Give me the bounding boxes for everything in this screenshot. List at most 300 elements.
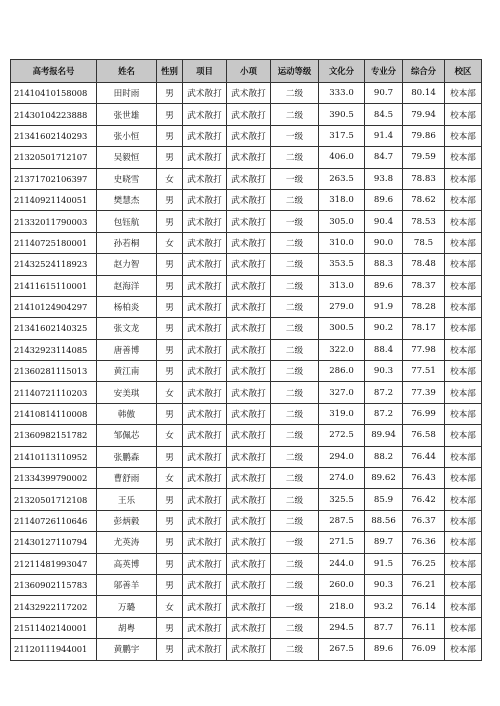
cell-sub-event: 武术散打: [227, 83, 271, 104]
col-header-event: 项目: [183, 60, 227, 83]
cell-campus: 校本部: [445, 553, 482, 574]
cell-campus: 校本部: [445, 83, 482, 104]
cell-exam-id: 21140721110203: [11, 382, 97, 403]
cell-campus: 校本部: [445, 617, 482, 638]
cell-campus: 校本部: [445, 382, 482, 403]
cell-sub-event: 武术散打: [227, 339, 271, 360]
cell-sub-event: 武术散打: [227, 168, 271, 189]
cell-total-score: 78.17: [403, 318, 445, 339]
cell-total-score: 76.36: [403, 532, 445, 553]
cell-campus: 校本部: [445, 339, 482, 360]
cell-total-score: 76.42: [403, 489, 445, 510]
cell-sub-event: 武术散打: [227, 254, 271, 275]
col-header-gender: 性别: [157, 60, 183, 83]
cell-athlete-level: 二级: [271, 382, 319, 403]
cell-name: 曹舒雨: [97, 468, 157, 489]
cell-name: 唐善博: [97, 339, 157, 360]
cell-campus: 校本部: [445, 125, 482, 146]
cell-culture-score: 333.0: [319, 83, 365, 104]
cell-sub-event: 武术散打: [227, 296, 271, 317]
cell-major-score: 85.9: [365, 489, 403, 510]
table-row: [11, 361, 482, 382]
cell-exam-id: 21410410158008: [11, 83, 97, 104]
cell-athlete-level: 二级: [271, 639, 319, 660]
cell-sub-event: 武术散打: [227, 468, 271, 489]
cell-name: 黄鹏宇: [97, 639, 157, 660]
cell-sub-event: 武术散打: [227, 275, 271, 296]
cell-sub-event: 武术散打: [227, 318, 271, 339]
cell-athlete-level: 二级: [271, 83, 319, 104]
cell-name: 张文龙: [97, 318, 157, 339]
cell-sub-event: 武术散打: [227, 639, 271, 660]
cell-name: 张小恒: [97, 125, 157, 146]
cell-gender: 男: [157, 403, 183, 424]
cell-campus: 校本部: [445, 532, 482, 553]
cell-campus: 校本部: [445, 510, 482, 531]
cell-exam-id: 21371702106397: [11, 168, 97, 189]
table-row: [11, 574, 482, 595]
cell-major-score: 87.2: [365, 403, 403, 424]
cell-campus: 校本部: [445, 189, 482, 210]
col-header-athlete-level: 运动等级: [271, 60, 319, 83]
cell-event: 武术散打: [183, 617, 227, 638]
cell-total-score: 78.5: [403, 232, 445, 253]
table-row: [11, 232, 482, 253]
cell-major-score: 89.7: [365, 532, 403, 553]
cell-name: 尤英涛: [97, 532, 157, 553]
cell-exam-id: 21410124904297: [11, 296, 97, 317]
cell-campus: 校本部: [445, 254, 482, 275]
cell-total-score: 79.94: [403, 104, 445, 125]
cell-athlete-level: 二级: [271, 147, 319, 168]
cell-exam-id: 21120111944001: [11, 639, 97, 660]
cell-event: 武术散打: [183, 189, 227, 210]
cell-sub-event: 武术散打: [227, 382, 271, 403]
cell-culture-score: 260.0: [319, 574, 365, 595]
cell-athlete-level: 二级: [271, 403, 319, 424]
cell-campus: 校本部: [445, 596, 482, 617]
cell-gender: 女: [157, 468, 183, 489]
cell-campus: 校本部: [445, 425, 482, 446]
table-row: [11, 318, 482, 339]
cell-campus: 校本部: [445, 639, 482, 660]
col-header-culture-score: 文化分: [319, 60, 365, 83]
cell-total-score: 78.28: [403, 296, 445, 317]
cell-gender: 女: [157, 168, 183, 189]
cell-event: 武术散打: [183, 254, 227, 275]
cell-major-score: 90.7: [365, 83, 403, 104]
cell-total-score: 77.98: [403, 339, 445, 360]
cell-total-score: 76.43: [403, 468, 445, 489]
cell-event: 武术散打: [183, 639, 227, 660]
cell-campus: 校本部: [445, 104, 482, 125]
cell-sub-event: 武术散打: [227, 553, 271, 574]
cell-campus: 校本部: [445, 574, 482, 595]
cell-major-score: 91.5: [365, 553, 403, 574]
cell-athlete-level: 二级: [271, 574, 319, 595]
cell-event: 武术散打: [183, 125, 227, 146]
cell-culture-score: 406.0: [319, 147, 365, 168]
cell-name: 张世雄: [97, 104, 157, 125]
cell-athlete-level: 二级: [271, 361, 319, 382]
table-row: [11, 339, 482, 360]
cell-exam-id: 21332011790003: [11, 211, 97, 232]
cell-name: 史晓雪: [97, 168, 157, 189]
cell-athlete-level: 二级: [271, 446, 319, 467]
cell-gender: 男: [157, 532, 183, 553]
cell-total-score: 78.53: [403, 211, 445, 232]
cell-name: 樊慧杰: [97, 189, 157, 210]
cell-total-score: 79.59: [403, 147, 445, 168]
cell-event: 武术散打: [183, 168, 227, 189]
cell-athlete-level: 一级: [271, 125, 319, 146]
cell-culture-score: 325.5: [319, 489, 365, 510]
cell-exam-id: 21140725180001: [11, 232, 97, 253]
cell-campus: 校本部: [445, 147, 482, 168]
cell-exam-id: 21410814110008: [11, 403, 97, 424]
table-row: [11, 125, 482, 146]
cell-event: 武术散打: [183, 104, 227, 125]
admission-score-table: [10, 59, 482, 661]
table-header-row: [11, 60, 482, 83]
cell-exam-id: 21432922117202: [11, 596, 97, 617]
cell-major-score: 90.0: [365, 232, 403, 253]
cell-total-score: 76.21: [403, 574, 445, 595]
cell-gender: 男: [157, 211, 183, 232]
table-row: [11, 104, 482, 125]
cell-exam-id: 21320501712108: [11, 489, 97, 510]
cell-sub-event: 武术散打: [227, 596, 271, 617]
cell-exam-id: 21360902115783: [11, 574, 97, 595]
cell-gender: 男: [157, 510, 183, 531]
cell-name: 吴毅恒: [97, 147, 157, 168]
cell-culture-score: 353.5: [319, 254, 365, 275]
cell-sub-event: 武术散打: [227, 489, 271, 510]
cell-name: 彭炳毅: [97, 510, 157, 531]
col-header-total-score: 综合分: [403, 60, 445, 83]
cell-major-score: 89.62: [365, 468, 403, 489]
cell-culture-score: 322.0: [319, 339, 365, 360]
cell-event: 武术散打: [183, 361, 227, 382]
cell-sub-event: 武术散打: [227, 532, 271, 553]
cell-gender: 男: [157, 339, 183, 360]
cell-total-score: 79.86: [403, 125, 445, 146]
cell-campus: 校本部: [445, 211, 482, 232]
table-row: [11, 617, 482, 638]
cell-gender: 男: [157, 296, 183, 317]
cell-total-score: 76.99: [403, 403, 445, 424]
cell-exam-id: 21432524118923: [11, 254, 97, 275]
cell-major-score: 90.3: [365, 574, 403, 595]
cell-name: 邬善羊: [97, 574, 157, 595]
cell-campus: 校本部: [445, 296, 482, 317]
cell-event: 武术散打: [183, 574, 227, 595]
cell-culture-score: 327.0: [319, 382, 365, 403]
cell-exam-id: 21341602140293: [11, 125, 97, 146]
cell-campus: 校本部: [445, 318, 482, 339]
cell-athlete-level: 一级: [271, 596, 319, 617]
cell-major-score: 84.7: [365, 147, 403, 168]
cell-major-score: 89.6: [365, 189, 403, 210]
cell-campus: 校本部: [445, 361, 482, 382]
cell-major-score: 89.6: [365, 275, 403, 296]
cell-event: 武术散打: [183, 532, 227, 553]
table-row: [11, 403, 482, 424]
table-row: [11, 468, 482, 489]
cell-gender: 男: [157, 446, 183, 467]
cell-culture-score: 300.5: [319, 318, 365, 339]
cell-gender: 男: [157, 553, 183, 574]
cell-sub-event: 武术散打: [227, 232, 271, 253]
cell-culture-score: 294.0: [319, 446, 365, 467]
cell-culture-score: 313.0: [319, 275, 365, 296]
cell-athlete-level: 二级: [271, 275, 319, 296]
col-header-sub-event: 小项: [227, 60, 271, 83]
cell-campus: 校本部: [445, 275, 482, 296]
cell-athlete-level: 二级: [271, 232, 319, 253]
cell-major-score: 84.5: [365, 104, 403, 125]
cell-event: 武术散打: [183, 446, 227, 467]
cell-event: 武术散打: [183, 83, 227, 104]
cell-campus: 校本部: [445, 403, 482, 424]
cell-major-score: 91.4: [365, 125, 403, 146]
cell-name: 胡粤: [97, 617, 157, 638]
cell-sub-event: 武术散打: [227, 125, 271, 146]
cell-name: 包钰航: [97, 211, 157, 232]
cell-total-score: 77.39: [403, 382, 445, 403]
cell-major-score: 88.56: [365, 510, 403, 531]
cell-event: 武术散打: [183, 403, 227, 424]
cell-name: 赵力智: [97, 254, 157, 275]
cell-event: 武术散打: [183, 339, 227, 360]
cell-gender: 男: [157, 104, 183, 125]
cell-name: 韩傲: [97, 403, 157, 424]
cell-major-score: 89.94: [365, 425, 403, 446]
cell-event: 武术散打: [183, 275, 227, 296]
cell-exam-id: 21511402140001: [11, 617, 97, 638]
cell-total-score: 76.25: [403, 553, 445, 574]
cell-gender: 男: [157, 361, 183, 382]
cell-sub-event: 武术散打: [227, 510, 271, 531]
cell-gender: 男: [157, 275, 183, 296]
cell-gender: 男: [157, 254, 183, 275]
cell-athlete-level: 二级: [271, 104, 319, 125]
table-row: [11, 189, 482, 210]
cell-gender: 男: [157, 318, 183, 339]
cell-culture-score: 271.5: [319, 532, 365, 553]
cell-gender: 女: [157, 232, 183, 253]
cell-name: 孙若桐: [97, 232, 157, 253]
cell-major-score: 90.2: [365, 318, 403, 339]
cell-athlete-level: 二级: [271, 318, 319, 339]
table-row: [11, 639, 482, 660]
table-body: [11, 83, 482, 661]
col-header-major-score: 专业分: [365, 60, 403, 83]
cell-event: 武术散打: [183, 211, 227, 232]
table-row: [11, 168, 482, 189]
cell-culture-score: 274.0: [319, 468, 365, 489]
cell-culture-score: 287.5: [319, 510, 365, 531]
cell-exam-id: 21341602140325: [11, 318, 97, 339]
cell-major-score: 89.6: [365, 639, 403, 660]
cell-culture-score: 319.0: [319, 403, 365, 424]
cell-event: 武术散打: [183, 510, 227, 531]
table-row: [11, 425, 482, 446]
cell-culture-score: 263.5: [319, 168, 365, 189]
cell-gender: 男: [157, 189, 183, 210]
cell-culture-score: 310.0: [319, 232, 365, 253]
cell-culture-score: 318.0: [319, 189, 365, 210]
cell-culture-score: 390.5: [319, 104, 365, 125]
cell-gender: 男: [157, 617, 183, 638]
cell-culture-score: 218.0: [319, 596, 365, 617]
table-row: [11, 275, 482, 296]
col-header-campus: 校区: [445, 60, 482, 83]
cell-name: 黄江南: [97, 361, 157, 382]
cell-event: 武术散打: [183, 553, 227, 574]
table-row: [11, 211, 482, 232]
cell-campus: 校本部: [445, 468, 482, 489]
cell-gender: 女: [157, 425, 183, 446]
cell-exam-id: 21334399790002: [11, 468, 97, 489]
cell-exam-id: 21432923114085: [11, 339, 97, 360]
cell-gender: 男: [157, 574, 183, 595]
cell-athlete-level: 二级: [271, 510, 319, 531]
cell-major-score: 88.4: [365, 339, 403, 360]
cell-event: 武术散打: [183, 296, 227, 317]
col-header-name: 姓名: [97, 60, 157, 83]
cell-gender: 男: [157, 489, 183, 510]
cell-sub-event: 武术散打: [227, 617, 271, 638]
cell-name: 安美琪: [97, 382, 157, 403]
cell-culture-score: 294.5: [319, 617, 365, 638]
table-row: [11, 489, 482, 510]
cell-major-score: 91.9: [365, 296, 403, 317]
cell-total-score: 80.14: [403, 83, 445, 104]
cell-culture-score: 244.0: [319, 553, 365, 574]
cell-total-score: 76.37: [403, 510, 445, 531]
cell-culture-score: 286.0: [319, 361, 365, 382]
cell-major-score: 93.8: [365, 168, 403, 189]
cell-sub-event: 武术散打: [227, 104, 271, 125]
cell-athlete-level: 二级: [271, 296, 319, 317]
col-header-exam-id: 高考报名号: [11, 60, 97, 83]
cell-sub-event: 武术散打: [227, 361, 271, 382]
cell-athlete-level: 一级: [271, 532, 319, 553]
cell-gender: 男: [157, 147, 183, 168]
cell-major-score: 90.3: [365, 361, 403, 382]
cell-culture-score: 272.5: [319, 425, 365, 446]
cell-campus: 校本部: [445, 446, 482, 467]
cell-event: 武术散打: [183, 468, 227, 489]
cell-event: 武术散打: [183, 382, 227, 403]
cell-total-score: 78.37: [403, 275, 445, 296]
cell-name: 杨柏炎: [97, 296, 157, 317]
cell-sub-event: 武术散打: [227, 425, 271, 446]
table-row: [11, 553, 482, 574]
table-row: [11, 596, 482, 617]
cell-exam-id: 21410113110952: [11, 446, 97, 467]
cell-sub-event: 武术散打: [227, 574, 271, 595]
cell-major-score: 87.7: [365, 617, 403, 638]
cell-gender: 男: [157, 83, 183, 104]
cell-athlete-level: 二级: [271, 489, 319, 510]
cell-sub-event: 武术散打: [227, 446, 271, 467]
cell-total-score: 76.09: [403, 639, 445, 660]
cell-gender: 男: [157, 125, 183, 146]
cell-athlete-level: 二级: [271, 254, 319, 275]
cell-athlete-level: 二级: [271, 617, 319, 638]
cell-event: 武术散打: [183, 425, 227, 446]
cell-event: 武术散打: [183, 489, 227, 510]
cell-gender: 女: [157, 596, 183, 617]
cell-event: 武术散打: [183, 318, 227, 339]
cell-total-score: 76.14: [403, 596, 445, 617]
cell-total-score: 77.51: [403, 361, 445, 382]
cell-exam-id: 21320501712107: [11, 147, 97, 168]
cell-culture-score: 267.5: [319, 639, 365, 660]
table-row: [11, 446, 482, 467]
cell-athlete-level: 二级: [271, 553, 319, 574]
cell-exam-id: 21430104223888: [11, 104, 97, 125]
table-row: [11, 382, 482, 403]
cell-campus: 校本部: [445, 232, 482, 253]
cell-name: 王乐: [97, 489, 157, 510]
cell-event: 武术散打: [183, 232, 227, 253]
cell-total-score: 78.48: [403, 254, 445, 275]
cell-major-score: 90.4: [365, 211, 403, 232]
table-row: [11, 83, 482, 104]
cell-total-score: 76.44: [403, 446, 445, 467]
cell-exam-id: 21430127110794: [11, 532, 97, 553]
cell-campus: 校本部: [445, 168, 482, 189]
cell-major-score: 88.2: [365, 446, 403, 467]
cell-name: 高英博: [97, 553, 157, 574]
cell-total-score: 76.58: [403, 425, 445, 446]
cell-event: 武术散打: [183, 147, 227, 168]
cell-major-score: 87.2: [365, 382, 403, 403]
cell-name: 赵海洋: [97, 275, 157, 296]
cell-athlete-level: 二级: [271, 339, 319, 360]
cell-culture-score: 317.5: [319, 125, 365, 146]
cell-athlete-level: 一级: [271, 211, 319, 232]
cell-event: 武术散打: [183, 596, 227, 617]
cell-gender: 女: [157, 382, 183, 403]
score-sheet: [10, 59, 481, 661]
cell-total-score: 76.11: [403, 617, 445, 638]
table-row: [11, 254, 482, 275]
cell-athlete-level: 一级: [271, 168, 319, 189]
cell-sub-event: 武术散打: [227, 189, 271, 210]
cell-exam-id: 21360281115013: [11, 361, 97, 382]
cell-sub-event: 武术散打: [227, 147, 271, 168]
cell-athlete-level: 二级: [271, 425, 319, 446]
table-row: [11, 510, 482, 531]
cell-sub-event: 武术散打: [227, 211, 271, 232]
table-row: [11, 147, 482, 168]
cell-athlete-level: 二级: [271, 189, 319, 210]
cell-name: 田时雨: [97, 83, 157, 104]
cell-name: 张鹏森: [97, 446, 157, 467]
cell-total-score: 78.62: [403, 189, 445, 210]
cell-sub-event: 武术散打: [227, 403, 271, 424]
cell-exam-id: 21211481993047: [11, 553, 97, 574]
cell-name: 邹佩芯: [97, 425, 157, 446]
cell-exam-id: 21360982151782: [11, 425, 97, 446]
cell-culture-score: 305.0: [319, 211, 365, 232]
cell-athlete-level: 二级: [271, 468, 319, 489]
table-row: [11, 532, 482, 553]
